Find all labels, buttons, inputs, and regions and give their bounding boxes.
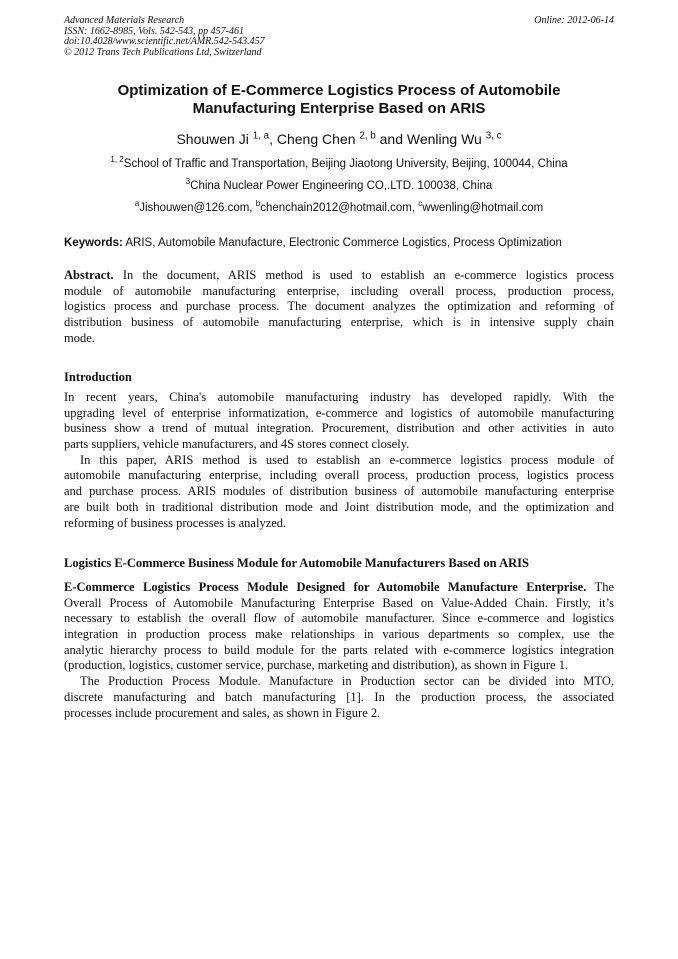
author-1-sup: 1, a [252, 130, 270, 142]
intro-line: business show a trend of mutual integration. Procurement, distribution and other activities in auto [64, 421, 614, 436]
intro-line: In recent years, China's automobile manufacturing industry has developed rapidly. With the [64, 390, 614, 404]
section-2-line: integration in production process make relationships in various departments so complex, use the [64, 627, 614, 642]
author-1-name: Shouwen Ji [176, 131, 253, 147]
affiliation-2 [64, 179, 614, 193]
affiliation-1-sup: 1, 2 [110, 155, 124, 165]
abstract [64, 268, 614, 346]
section-2-body [64, 580, 614, 721]
intro-line: automobile manufacturing enterprise, including overall process, production process, logistics process [64, 468, 614, 483]
keywords-label: Keywords: [64, 237, 123, 249]
issn-line: ISSN: 1662-8985, Vols. 542-543, pp 457-461 [64, 25, 244, 37]
title-line-1: Optimization of E-Commerce Logistics Process of Automobile [117, 82, 561, 99]
author-list [64, 130, 614, 148]
section-2-line: processes include procurement and sales, as shown in Figure 2. [64, 705, 381, 720]
journal-name: Advanced Materials Research [64, 15, 185, 26]
introduction-body [64, 390, 614, 531]
email-b: chenchain2012@hotmail.com, [260, 202, 419, 214]
author-3-sup: 3, c [485, 130, 502, 142]
intro-line: and purchase process. ARIS modules of distribution business of automobile manufacturing enterprise [64, 484, 614, 499]
email-a: Jishouwen@126.com, [139, 202, 256, 214]
keywords [64, 236, 614, 250]
abstract-line: distribution business of automobile manufacturing enterprise, which is in intensive supply chain [64, 315, 614, 330]
section-2-line: Overall Process of Automobile Manufacturing Enterprise Based on Value-Added Chain. Firstly, it’s [64, 595, 614, 610]
author-2-sup: 2, b [359, 130, 376, 142]
section-2-runin-heading: E-Commerce Logistics Process Module Designed for Automobile Manufacture Enterprise. [64, 580, 587, 594]
email-line [64, 201, 614, 215]
abstract-line: logistics process and purchase process. The document analyzes the optimization and reforming of [64, 299, 614, 314]
introduction-heading: Introduction [64, 370, 132, 384]
affiliation-2-sup: 3 [185, 177, 191, 187]
email-a-sup: a [134, 199, 140, 209]
intro-line: In this paper, ARIS method is used to establish an e-commerce logistics process module of [80, 452, 614, 467]
author-3-name: Wenling Wu [406, 131, 486, 147]
section-2-line: analytic hierarchy process to build module for the parts related with e-commerce logistics integration [64, 642, 614, 657]
online-date: Online: 2012-06-14 [534, 15, 614, 26]
email-b-sup: b [255, 199, 261, 209]
section-2-line: E-Commerce Logistics Process Module Designed for Automobile Manufacture Enterprise. The [64, 580, 614, 594]
abstract-line: module of automobile manufacturing enterprise, including overall process, production process, [64, 283, 614, 298]
author-sep-2: and [375, 131, 407, 147]
section-2-line: (production, logistics, customer service, purchase, marketing and distribution), as shown in Figure 1. [64, 658, 569, 673]
affiliation-1-text: School of Traffic and Transportation, Beijing Jiaotong University, Beijing, 100044, China [123, 158, 568, 170]
section-2-heading: Logistics E-Commerce Business Module for Automobile Manufacturers Based on ARIS [64, 556, 529, 570]
email-c: wwenling@hotmail.com [422, 202, 544, 214]
section-2-line: The Production Process Module. Manufacture in Production sector can be divided into MTO, [80, 674, 614, 689]
abstract-line: Abstract. In the document, ARIS method is used to establish an e-commerce logistics process [64, 268, 614, 282]
intro-line: parts suppliers, vehicle manufacturers, and 4S stores connect closely. [64, 437, 410, 452]
author-2-name: Cheng Chen [276, 131, 360, 147]
intro-line: are built both in traditional distribution mode and Joint distribution mode, and the optimization and [64, 499, 614, 514]
intro-line: upgrading level of enterprise informatization, e-commerce and logistics of automobile manufacturing [64, 405, 614, 420]
doi-line: doi:10.4028/www.scientific.net/AMR.542-543.457 [64, 36, 265, 47]
email-c-sup: c [418, 199, 423, 209]
keywords-text: ARIS, Automobile Manufacture, Electronic Commerce Logistics, Process Optimization [122, 237, 562, 249]
abstract-label: Abstract. [64, 268, 114, 282]
affiliation-2-text: China Nuclear Power Engineering CO,.LTD. 100038, China [190, 180, 493, 192]
copyright-line: © 2012 Trans Tech Publications Ltd, Switzerland [64, 46, 262, 58]
title-line-2: Manufacturing Enterprise Based on ARIS [192, 100, 486, 117]
intro-line: reforming of business processes is analyzed. [64, 515, 287, 530]
author-sep-1: , [269, 131, 277, 147]
journal-header [64, 16, 484, 58]
section-2-line: discrete manufacturing and batch manufacturing [1]. In the production process, the associated [64, 689, 614, 704]
section-2-line: necessary to establish the overall flow of automobile manufacturer. Since e-commerce and logistics [64, 611, 614, 626]
affiliation-1 [64, 157, 614, 171]
abstract-line: mode. [64, 330, 95, 345]
paper-title [64, 82, 614, 118]
